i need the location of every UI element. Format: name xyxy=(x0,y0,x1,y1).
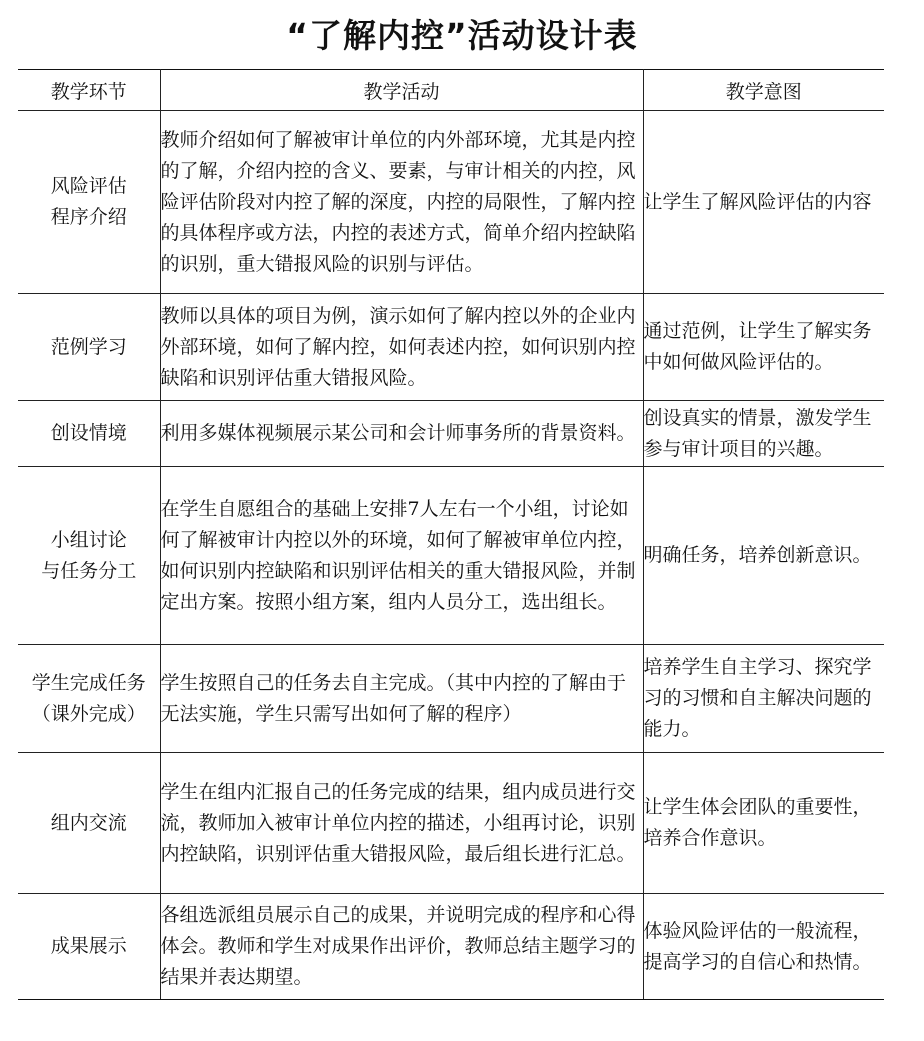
intent-cell: 明确任务，培养创新意识。 xyxy=(643,467,884,645)
activity-design-table xyxy=(18,69,884,1000)
intent-cell: 体验风险评估的一般流程，提高学习的自信心和热情。 xyxy=(643,894,884,1000)
activity-cell: 各组选派组员展示自己的成果，并说明完成的程序和心得体会。教师和学生对成果作出评价，教师总结主题学习的结果并表达期望。 xyxy=(160,894,643,1000)
table-row xyxy=(18,401,884,467)
intent-cell: 通过范例，让学生了解实务中如何做风险评估的。 xyxy=(643,294,884,401)
page-title: “了解内控”活动设计表 xyxy=(286,16,638,55)
stage-cell xyxy=(18,294,160,401)
stage-text: 成果展示 xyxy=(50,935,127,957)
activity-cell: 教师介绍如何了解被审计单位的内外部环境，尤其是内控的了解，介绍内控的含义、要素，与审计相关的内控，风险评估阶段对内控了解的深度，内控的局限性，了解内控的具体程序或方法，内控的表述方式，简单介绍内控缺陷的识别，重大错报风险的识别与评估。 xyxy=(160,111,643,294)
stage-cell xyxy=(18,645,160,753)
table-row xyxy=(18,467,884,645)
table-header-row xyxy=(18,70,884,111)
table-row xyxy=(18,894,884,1000)
intent-cell: 让学生体会团队的重要性，培养合作意识。 xyxy=(643,753,884,894)
intent-cell: 培养学生自主学习、探究学习的习惯和自主解决问题的能力。 xyxy=(643,645,884,753)
activity-cell: 教师以具体的项目为例，演示如何了解内控以外的企业内外部环境，如何了解内控，如何表述内控，如何识别内控缺陷和识别评估重大错报风险。 xyxy=(160,294,643,401)
stage-text: 创设情境 xyxy=(50,422,127,444)
stage-cell xyxy=(18,753,160,894)
table-row xyxy=(18,294,884,401)
header-stage: 教学环节 xyxy=(18,70,160,111)
activity-cell: 学生按照自己的任务去自主完成。（其中内控的了解由于无法实施，学生只需写出如何了解的程序） xyxy=(160,645,643,753)
table-row xyxy=(18,753,884,894)
activity-cell: 在学生自愿组合的基础上安排7人左右一个小组，讨论如何了解被审计内控以外的环境，如何了解被审单位内控，如何识别内控缺陷和识别评估相关的重大错报风险，并制定出方案。按照小组方案，组内人员分工，选出组长。 xyxy=(160,467,643,645)
stage-text: 风险评估 程序介绍 xyxy=(50,175,127,228)
stage-cell xyxy=(18,894,160,1000)
intent-cell: 创设真实的情景，激发学生参与审计项目的兴趣。 xyxy=(643,401,884,467)
stage-cell xyxy=(18,401,160,467)
header-activity: 教学活动 xyxy=(160,70,643,111)
activity-cell: 利用多媒体视频展示某公司和会计师事务所的背景资料。 xyxy=(160,401,643,467)
table-row xyxy=(18,645,884,753)
stage-text: 范例学习 xyxy=(50,335,127,358)
header-intent: 教学意图 xyxy=(643,70,884,111)
table-row xyxy=(18,111,884,294)
activity-cell: 学生在组内汇报自己的任务完成的结果，组内成员进行交流，教师加入被审计单位内控的描述，小组再讨论，识别内控缺陷，识别评估重大错报风险，最后组长进行汇总。 xyxy=(160,753,643,894)
stage-text: 学生完成任务 （课外完成） xyxy=(31,671,146,725)
stage-text: 组内交流 xyxy=(50,811,127,834)
intent-cell: 让学生了解风险评估的内容 xyxy=(643,111,884,294)
stage-cell xyxy=(18,111,160,294)
stage-text: 小组讨论 与任务分工 xyxy=(41,528,137,582)
stage-cell xyxy=(18,467,160,645)
